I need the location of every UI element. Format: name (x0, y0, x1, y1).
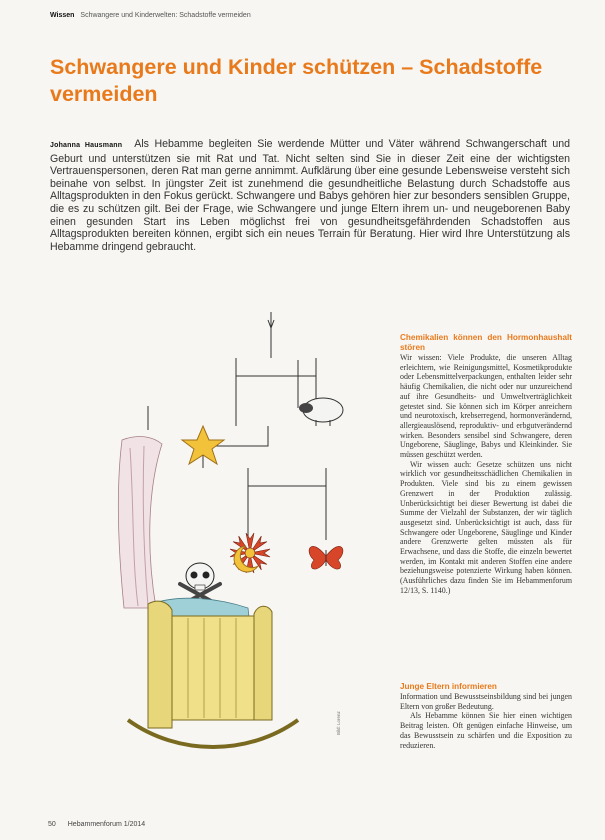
page-footer (48, 821, 145, 828)
paragraph: Information und Bewusstseinsbildung sind bei jungen Eltern von großer Bedeutung. (400, 692, 572, 711)
cradle (128, 601, 298, 747)
paragraph: Als Hebamme können Sie hier einen wichtigen Beitrag leisten. Oft genügen einfache Hinweise, um das Bewusstsein zu schärfen und die Exposition zu reduzieren. (400, 711, 572, 750)
sheep-figure (299, 398, 343, 426)
author-name: Johanna Hausmann (50, 142, 123, 149)
paragraph: Wir wissen auch: Gesetze schützen uns nicht wirklich vor gesundheitsschädlichen Chemikalien in Produkten. Viele sind bis zu einem gewissen Grenzwert in der Produktion zulässig. Unberücksichtigt bei dieser Bewertung ist dabei die Summe der Vielzahl der Substanzen, der wir täglich ausgesetzt sind. Unberücksichtigt ist auch, dass für Schwangere oder Ungeborene, Säuglinge und Kinder andere Grenzwerte gelten müssten als für Erwachsene, und dass die Stoffe, die einzeln bewertet werden, im Kontakt mit anderen Stoffen eine andere beziehungsweise potenzierte Wirkung haben können. (Ausführliches dazu finden Sie im Hebammenforum 12/13, S. 1140.) (400, 459, 572, 595)
page-number: 50 (48, 821, 56, 828)
butterfly-figure (309, 546, 343, 569)
canopy (118, 437, 162, 608)
cradle-mobile-illustration (108, 308, 378, 768)
image-credit: Bild: Lorenz (336, 711, 341, 735)
section-label: Wissen (50, 12, 75, 19)
intro-text: Als Hebamme begleiten Sie werdende Mütter und Väter während Schwangerschaft und Geburt und unterstützen sie mit Rat und Tat. Nicht selten sind Sie in dieser Zeit eine der wichtigsten Vertrauenspersonen, deren Rat man gerne annimmt. Aufklärung über eine gesunde Lebensweise versteht sich beinahe von selbst. In jüngster Zeit ist zunehmend die gesundheitliche Belastung durch Schadstoffe aus Alltagsprodukten in den Fokus gerückt. Schwangere und Babys gehören hier zur besonders sensiblen Gruppe, die es zu schützen gilt. Bei der Frage, wie Schwangere und junge Eltern ihrem un- und neugeborenen Baby einen gesunden Start ins Leben möglichst frei von gesundheitsgefährdenden Schadstoffen aus Alltagsprodukten bereiten können, ergibt sich ein neues Terrain für Beratung. Hier wird Ihre Unterstützung als Hebamme dringend gebraucht. (50, 138, 570, 253)
running-header (50, 12, 251, 19)
article-title: Schwangere und Kinder schützen – Schadstoffe vermeiden (50, 55, 543, 106)
publication-name: Hebammenforum 1/2014 (67, 821, 146, 828)
breadcrumb: Schwangere und Kinderwelten: Schadstoffe vermeiden (80, 12, 251, 19)
intro-paragraph (50, 138, 570, 253)
mobile-frame (148, 312, 326, 543)
sidebar-section-hormones (400, 333, 572, 596)
paragraph: Wir wissen: Viele Produkte, die unseren Alltag erleichtern, wie Reinigungsmittel, Kosmetikprodukte oder Lebensmittelverpackungen, enthalten leider sehr häufig Chemikalien, die nicht oder nur unzureichend auf ihre Gesundheits- und Umweltverträglichkeit getestet sind. Sie können sich im Körper anreichern und neurotoxisch, krebserregend, hormonverändernd, allergieauslösend, reproduktiv- und erbgutverändernd wirken. Besonders sensibel sind Schwangere, deren Ungeborene, Säuglinge, Babys und Kleinkinder. Sie müssen geschützt werden. (400, 353, 572, 460)
section-heading-hormones: Chemikalien können den Hormonhaushalt stören (400, 333, 572, 352)
sidebar-section-parents (400, 682, 572, 750)
section-heading-parents: Junge Eltern informieren (400, 682, 497, 691)
